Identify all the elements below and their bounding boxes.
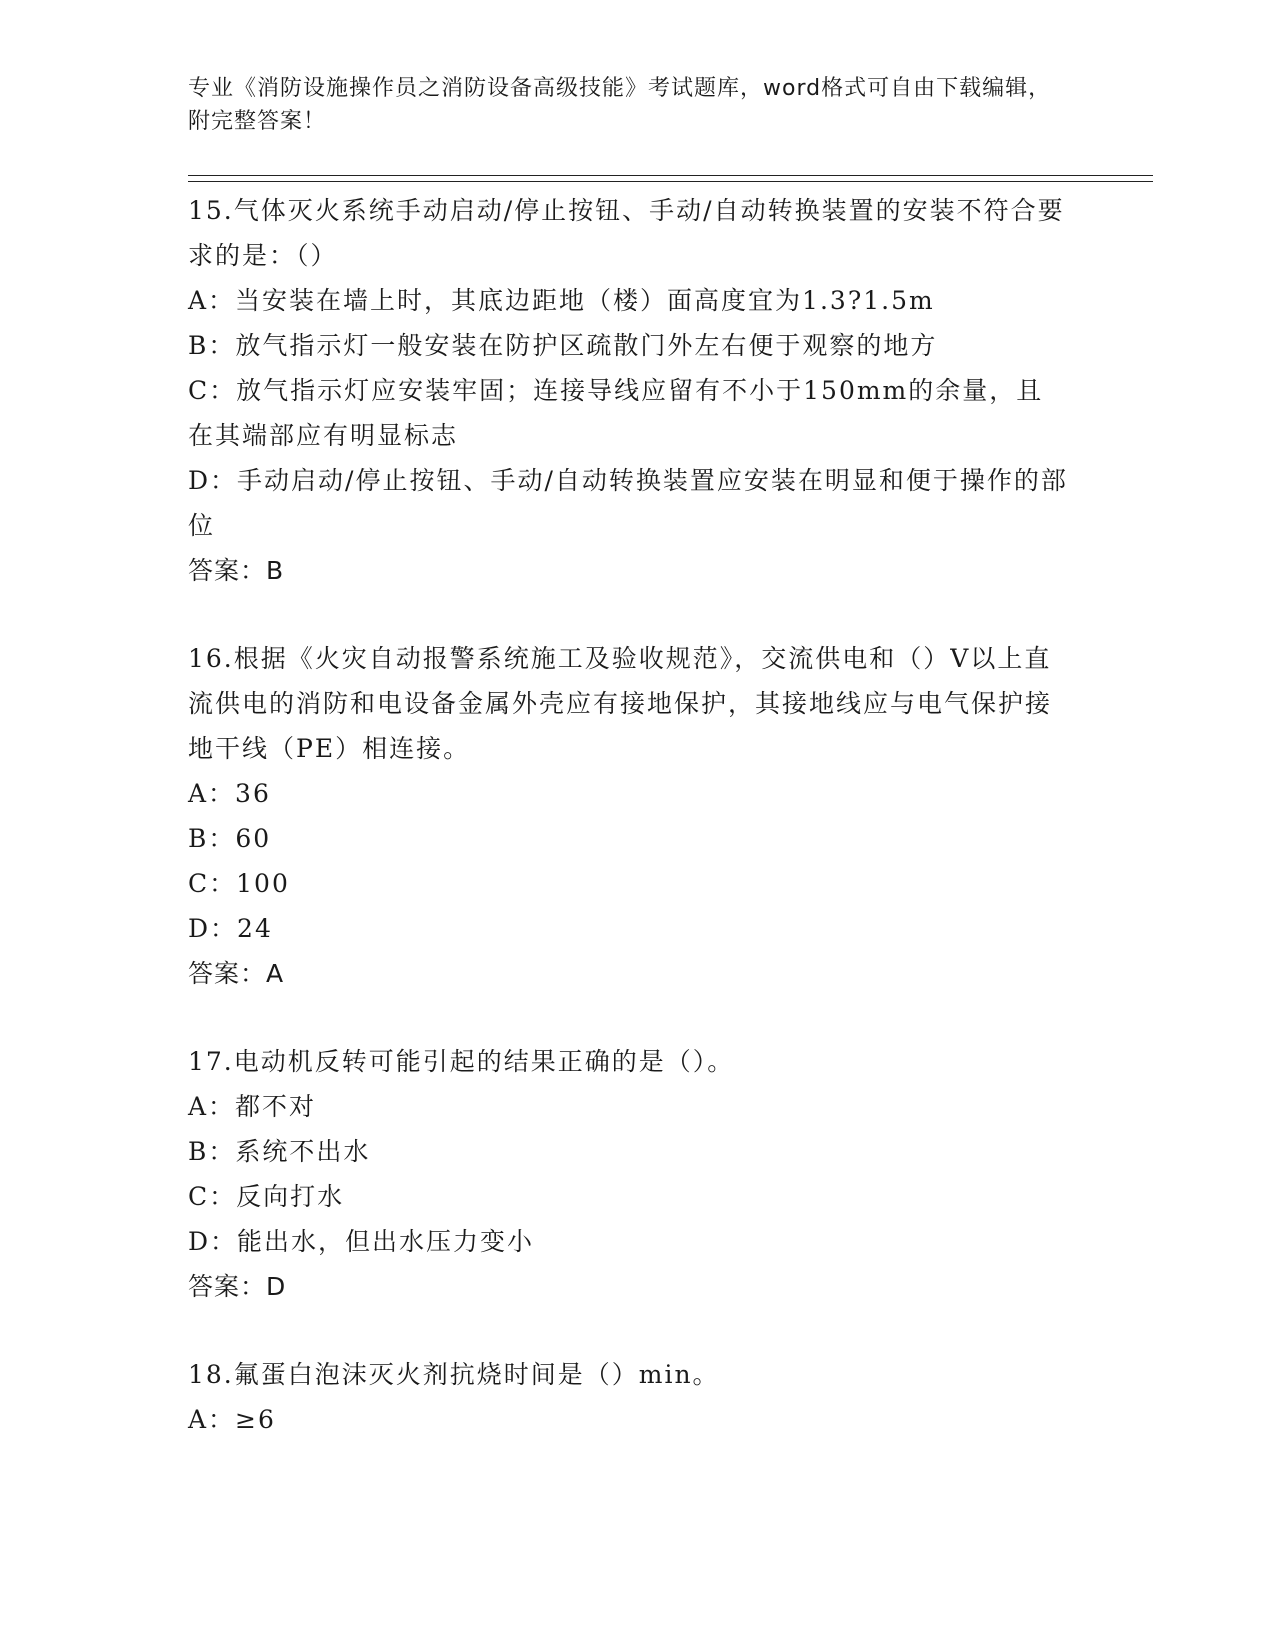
option-d: D：能出水，但出水压力变小 <box>188 1227 535 1256</box>
question-text: 16.根据《火灾自动报警系统施工及验收规范》，交流供电和（）V以上直流供电的消防和电设备金属外壳应有接地保护，其接地线应与电气保护接地干线（PE）相连接。 <box>188 644 1053 763</box>
question-list <box>188 188 1068 1442</box>
option-a: A：36 <box>188 779 271 808</box>
header-divider-bottom <box>188 181 1153 182</box>
question-text: 15.气体灭火系统手动启动/停止按钮、手动/自动转换装置的安装不符合要求的是：（） <box>188 196 1065 270</box>
option-a: A：当安装在墙上时，其底边距地（楼）面高度宜为1.3?1.5m <box>188 286 935 315</box>
option-d: D：24 <box>188 914 273 943</box>
option-b: B：系统不出水 <box>188 1137 371 1166</box>
option-c: C：100 <box>188 869 290 898</box>
question-16 <box>188 636 1068 996</box>
header-divider-top <box>188 175 1153 176</box>
option-b: B：放气指示灯一般安装在防护区疏散门外左右便于观察的地方 <box>188 331 938 360</box>
answer: 答案：A <box>188 959 285 988</box>
question-text: 17.电动机反转可能引起的结果正确的是（）。 <box>188 1047 735 1076</box>
document-header: 专业《消防设施操作员之消防设备高级技能》考试题库，word格式可自由下载编辑，附完整答案！ <box>188 76 1052 134</box>
option-a: A：≥6 <box>188 1405 276 1434</box>
option-a: A：都不对 <box>188 1092 317 1121</box>
question-18 <box>188 1352 1068 1442</box>
option-c: C：放气指示灯应安装牢固；连接导线应留有不小于150mm的余量，且在其端部应有明显标志 <box>188 376 1044 450</box>
question-17 <box>188 1039 1068 1309</box>
answer: 答案：B <box>188 556 285 585</box>
question-15 <box>188 188 1068 593</box>
option-c: C：反向打水 <box>188 1182 345 1211</box>
option-b: B：60 <box>188 824 272 853</box>
answer: 答案：D <box>188 1272 287 1301</box>
question-text: 18.氟蛋白泡沫灭火剂抗烧时间是（）min。 <box>188 1360 720 1389</box>
option-d: D：手动启动/停止按钮、手动/自动转换装置应安装在明显和便于操作的部位 <box>188 466 1068 540</box>
